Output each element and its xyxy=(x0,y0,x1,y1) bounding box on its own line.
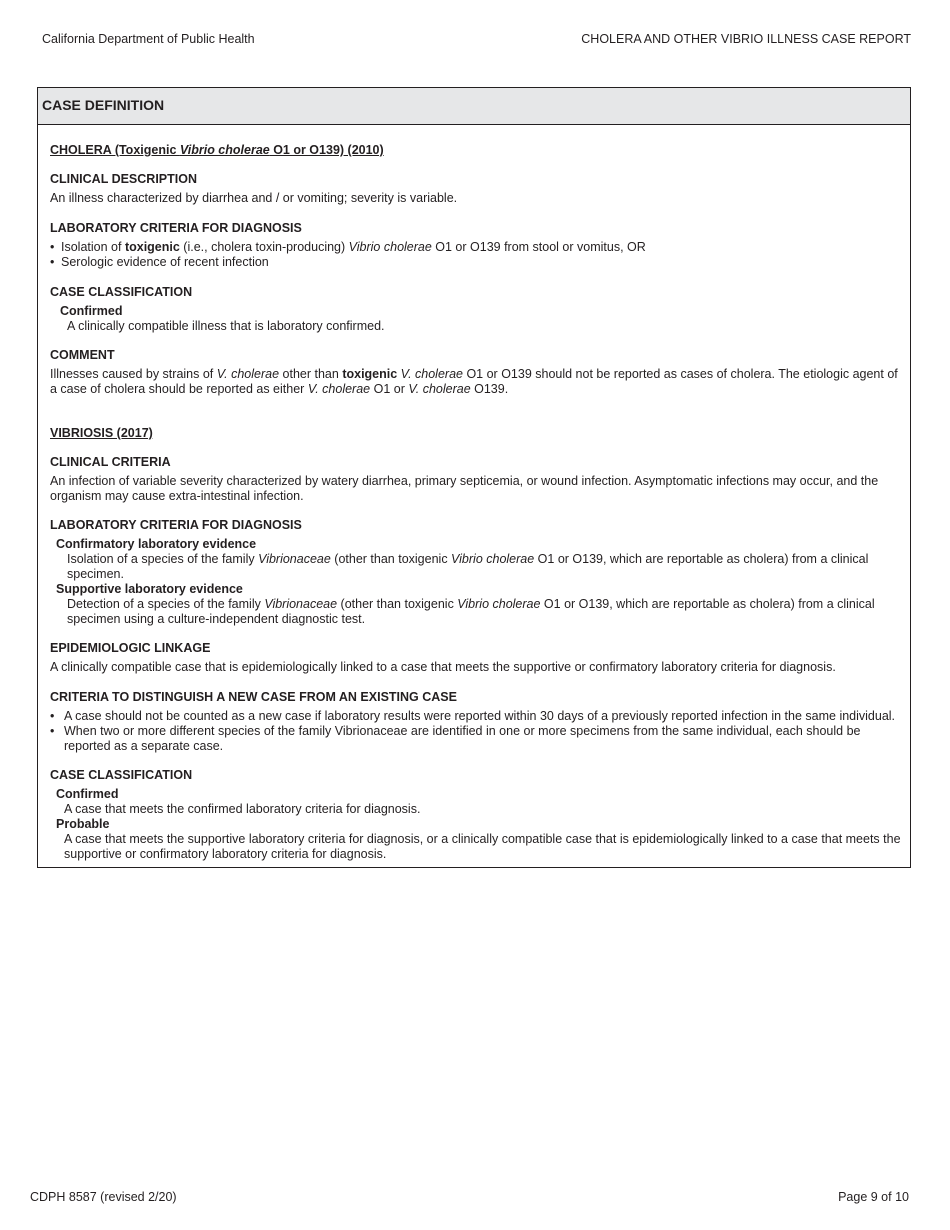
vibriosis-lab-section xyxy=(50,518,904,627)
vibriosis-distinguish-bullet-1: • A case should not be counted as a new case if laboratory results were reported within 30 days of a previously reported infection in the same individual. xyxy=(50,709,904,724)
vibriosis-distinguish-heading: CRITERIA TO DISTINGUISH A NEW CASE FROM AN EXISTING CASE xyxy=(50,690,457,704)
vibriosis-lab-heading: LABORATORY CRITERIA FOR DIAGNOSIS xyxy=(50,518,302,532)
cholera-lab-heading: LABORATORY CRITERIA FOR DIAGNOSIS xyxy=(50,221,302,235)
cholera-clinical-text: An illness characterized by diarrhea and / or vomiting; severity is variable. xyxy=(50,191,458,205)
vibriosis-confirmed-text: A case that meets the confirmed laboratory criteria for diagnosis. xyxy=(64,802,421,816)
cholera-comment-section xyxy=(50,348,904,397)
header-org: California Department of Public Health xyxy=(42,32,255,46)
cholera-classification-heading: CASE CLASSIFICATION xyxy=(50,285,193,299)
cholera-confirmed-label: Confirmed xyxy=(60,304,123,318)
header-report-title: CHOLERA AND OTHER VIBRIO ILLNESS CASE REPORT xyxy=(581,32,911,46)
vibriosis-probable-text: A case that meets the supportive laboratory criteria for diagnosis, or a clinically compatible case that is epidemiologically linked to a case that meets the supportive or confirmatory laboratory criteria for diagnosis. xyxy=(64,832,901,861)
cholera-confirmed-text: A clinically compatible illness that is laboratory confirmed. xyxy=(67,319,385,333)
cholera-comment-text: Illnesses caused by strains of V. cholerae other than toxigenic V. cholerae O1 or O139 should not be reported as cases of cholera. The etiologic agent of a case of cholera should be reported as either V. cholerae O1 or V. cholerae O139. xyxy=(50,367,898,396)
vibriosis-probable-label: Probable xyxy=(56,817,110,831)
vibriosis-confirmed-label: Confirmed xyxy=(56,787,119,801)
vibriosis-distinguish-bullet-2: • When two or more different species of the family Vibrionaceae are identified in one or more specimens from the same individual, each should be reported as a separate case. xyxy=(50,724,904,754)
vibriosis-clinical-text: An infection of variable severity characterized by watery diarrhea, primary septicemia, or wound infection. Asymptomatic infections may occur, and the organism may cause extra-intestinal infection. xyxy=(50,474,879,503)
vibriosis-clinical-section xyxy=(50,455,904,504)
vibriosis-clinical-heading: CLINICAL CRITERIA xyxy=(50,455,171,469)
case-definition-box xyxy=(37,87,911,868)
cholera-clinical-section xyxy=(50,172,904,206)
cholera-clinical-heading: CLINICAL DESCRIPTION xyxy=(50,172,197,186)
cholera-lab-bullet-2: • Serologic evidence of recent infection xyxy=(50,255,904,270)
vibriosis-distinguish-section xyxy=(50,690,904,754)
vibriosis-confirmatory-label: Confirmatory laboratory evidence xyxy=(56,537,257,551)
vibriosis-supportive-label: Supportive laboratory evidence xyxy=(56,582,243,596)
footer-page-number: Page 9 of 10 xyxy=(838,1190,909,1204)
vibriosis-title: VIBRIOSIS (2017) xyxy=(50,426,153,440)
cholera-lab-section xyxy=(50,221,904,270)
cholera-classification-section xyxy=(50,285,904,334)
vibriosis-classification-heading: CASE CLASSIFICATION xyxy=(50,768,193,782)
cholera-comment-heading: COMMENT xyxy=(50,348,115,362)
vibriosis-epi-text: A clinically compatible case that is epidemiologically linked to a case that meets the supportive or confirmatory laboratory criteria for diagnosis. xyxy=(50,660,836,674)
cholera-lab-bullet-1: • Isolation of toxigenic (i.e., cholera toxin-producing) Vibrio cholerae O1 or O139 from stool or vomitus, OR xyxy=(50,240,904,255)
case-definition-title: CASE DEFINITION xyxy=(38,88,910,125)
vibriosis-classification-section xyxy=(50,768,904,862)
vibriosis-confirmatory-text: Isolation of a species of the family Vibrionaceae (other than toxigenic Vibrio cholerae O1 or O139, which are reportable as cholera) from a clinical specimen. xyxy=(67,552,869,581)
vibriosis-epi-heading: EPIDEMIOLOGIC LINKAGE xyxy=(50,641,211,655)
footer-form-id: CDPH 8587 (revised 2/20) xyxy=(30,1190,177,1204)
cholera-title: CHOLERA (Toxigenic Vibrio cholerae O1 or O139) (2010) xyxy=(50,143,384,157)
vibriosis-supportive-text: Detection of a species of the family Vibrionaceae (other than toxigenic Vibrio cholerae O1 or O139, which are reportable as cholera) from a clinical specimen using a culture-independent diagnostic test. xyxy=(67,597,875,626)
vibriosis-epi-section xyxy=(50,641,904,675)
